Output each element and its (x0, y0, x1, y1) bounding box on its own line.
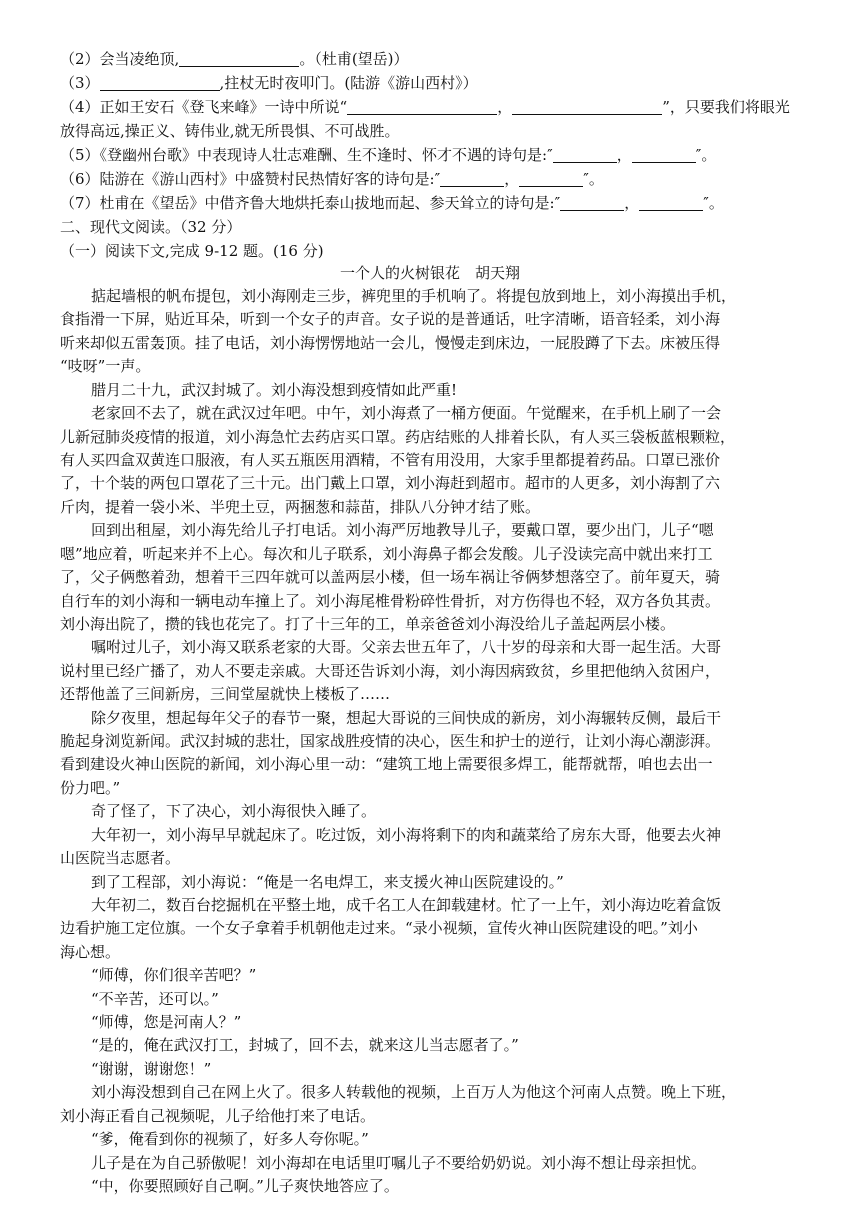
question-5-tail: ″。 (695, 146, 717, 164)
question-2 (60, 49, 409, 70)
question-6 (60, 169, 604, 190)
article-line: “中，你要照顾好自己啊。”儿子爽快地答应了。 (91, 1177, 399, 1195)
article-line: 奇了怪了，下了决心，刘小海很快入睡了。 (91, 802, 377, 821)
article-line: 说村里已经广播了，劝人不要走亲戚。大哥还告诉刘小海，刘小海因病致贫，乡里把他纳入贫困户， (60, 661, 721, 680)
article-line: “爹，俺看到你的视频了，好多人夸你呢。” (91, 1130, 369, 1149)
question-6-comma: ， (504, 170, 520, 188)
article-line: 刘小海出院了，攒的钱也花完了。打了十三年的工，单亲爸爸刘小海没给儿子盖起两层小楼。 (60, 614, 676, 633)
answer-blank[interactable] (347, 99, 497, 115)
question-6-tail: ″。 (583, 170, 604, 188)
article-line: 掂起墙根的帆布提包，刘小海刚走三步，裤兜里的手机响了。将提包放到地上，刘小海摸出手机， (91, 287, 737, 305)
article-line: 看到建设火神山医院的新闻，刘小海心里一动：“建筑工地上需要很多焊工，能帮就帮，咱也去出一 (60, 755, 713, 774)
article-line: 嘱咐过儿子，刘小海又联系老家的大哥。父亲去世五年了，八十岁的母亲和大哥一起生活。大哥 (91, 638, 722, 657)
answer-blank[interactable] (553, 147, 617, 163)
article-line: “不辛苦，还可以。” (91, 989, 219, 1008)
article-line: 份力吧。” (60, 778, 121, 797)
question-3 (60, 73, 478, 94)
question-6-text: （6）陆游在《游山西村》中盛赞村民热情好客的诗句是:″ (60, 170, 441, 188)
article-line: 刘小海没想到自己在网上火了。很多人转载他的视频，上百万人为他这个河南人点赞。晚上下班， (91, 1083, 737, 1102)
article-line: 海心想。 (60, 942, 121, 961)
question-4 (60, 97, 790, 118)
article-line: 嗯”地应着，听起来并不上心。每次和儿子联系，刘小海鼻子都会发酸。儿子没读完高中就出来打工 (60, 544, 713, 563)
section-heading: 二、现代文阅读。（32 分） (60, 218, 242, 236)
article-line: 边看护施工定位旗。一个女子拿着手机朝他走过来。“录小视频，宣传火神山医院建设的吧。”刘小 (60, 919, 698, 938)
article-line: 刘小海正看自己视频呢，儿子给他打来了电话。 (60, 1106, 376, 1125)
article-line: 大年初二，数百台挖掘机在平整土地，成千名工人在卸载建材。忙了一上午，刘小海边吃着盒饭 (91, 895, 722, 914)
article-line: 腊月二十九，武汉封城了。刘小海没想到疫情如此严重! (91, 380, 458, 399)
question-7 (60, 193, 724, 214)
answer-blank[interactable] (440, 171, 504, 187)
article-line: 脆起身浏览新闻。武汉封城的悲壮，国家战胜疫情的决心，医生和护士的逆行，让刘小海心潮澎湃。 (60, 732, 721, 750)
article-line: 儿新冠肺炎疫情的报道，刘小海急忙去药店买口罩。药店结账的人排着长队，有人买三袋板蓝根颗粒， (60, 427, 736, 446)
answer-blank[interactable] (632, 147, 696, 163)
subsection-heading: （一）阅读下文,完成 9-12 题。(16 分) (60, 242, 324, 260)
question-7-tail: ″。 (703, 194, 724, 212)
answer-blank[interactable] (560, 195, 624, 211)
article-line: 大年初一，刘小海早早就起床了。吃过饭，刘小海将剩下的肉和蔬菜给了房东大哥，他要去火神 (91, 825, 722, 844)
article-line: 自行车的刘小海和一辆电动车撞上了。刘小海尾椎骨粉碎性骨折，对方伤得也不轻，双方各负其责。 (60, 591, 721, 610)
question-5-comma: ， (616, 146, 632, 164)
question-2-text: （2）会当凌绝顶, (60, 50, 180, 68)
article-line: 儿子是在为自己骄傲呢！刘小海却在电话里叮嘱儿子不要给奶奶说。刘小海不想让母亲担忧。 (91, 1153, 707, 1172)
question-7-text: （7）杜甫在《望岳》中借齐鲁大地烘托泰山拔地而起、参天耸立的诗句是:″ (60, 194, 561, 212)
question-7-comma: ， (624, 194, 640, 212)
article-line: 了，父子俩憋着劲，想着干三四年就可以盖两层小楼，但一场车祸让爷俩梦想落空了。前年夏天，骑 (60, 568, 721, 586)
question-4-text: （4）正如王安石《登飞来峰》一诗中所说“ (60, 98, 348, 116)
answer-blank[interactable] (639, 195, 703, 211)
question-3-source: ,拄杖无时夜叩门。(陆游《游山西村》） (219, 74, 478, 92)
answer-blank[interactable] (519, 171, 583, 187)
article-line: 到了工程部，刘小海说：“俺是一名电焊工，来支援火神山医院建设的。” (91, 872, 564, 891)
article-line: 了，十个装的两包口罩花了三十元。出门戴上口罩，刘小海赶到超市。超市的人更多，刘小海割了六 (60, 474, 721, 493)
question-5-text: （5）《登幽州台歌》中表现诗人壮志难酬、生不逢时、怀才不遇的诗句是:″ (60, 146, 553, 164)
question-4-continued: 放得高远,操正义、铸伟业,就无所畏惧、不可战胜。 (60, 122, 400, 140)
article-line: 听来却似五雷轰顶。挂了电话，刘小海愣愣地站一会儿，慢慢走到床边，一屁股蹲了下去。床被压得 (60, 333, 721, 352)
question-5 (60, 145, 716, 166)
question-4-tail: ”，只要我们将眼光 (662, 98, 790, 116)
article-line: 老家回不去了，就在武汉过年吧。中午，刘小海煮了一桶方便面。午觉醒来，在手机上刷了一会 (91, 404, 722, 423)
article-line: “师傅，你们很辛苦吧？” (91, 966, 257, 985)
article-line: 食指滑一下屏，贴近耳朵，听到一个女子的声音。女子说的是普通话，吐字清晰，语音轻柔，刘小海 (60, 310, 721, 329)
answer-blank[interactable] (100, 75, 220, 91)
article-line: 还帮他盖了三间新房，三间堂屋就快上楼板了…… (60, 685, 391, 704)
article-title: 一个人的火树银花 胡天翔 (339, 264, 520, 282)
article-line: “师傅，您是河南人？” (91, 1013, 242, 1031)
article-line: “吱呀”一声。 (60, 357, 151, 376)
answer-blank[interactable] (179, 51, 299, 67)
article-line: 回到出租屋，刘小海先给儿子打电话。刘小海严厉地教导儿子，要戴口罩，要少出门，儿子“嗯 (91, 521, 714, 540)
article-line: “是的，俺在武汉打工，封城了，回不去，就来这儿当志愿者了。” (91, 1036, 519, 1055)
article-line: 山医院当志愿者。 (60, 849, 181, 868)
answer-blank[interactable] (512, 99, 662, 115)
question-2-source: 。（杜甫(望岳)） (299, 50, 409, 68)
article-line: 有人买四盒双黄连口服液，有人买五瓶医用酒精，不管有用没用，大家手里都提着药品。口罩已涨价 (60, 450, 721, 469)
question-3-text: （3） (60, 74, 100, 92)
article-line: “谢谢，谢谢您！” (91, 1059, 212, 1078)
question-4-comma: ， (497, 98, 513, 116)
article-line: 除夕夜里，想起每年父子的春节一聚，想起大哥说的三间快成的新房，刘小海辗转反侧，最后干 (91, 708, 722, 727)
article-line: 斤肉，提着一袋小米、半兜土豆，两捆葱和蒜苗，排队八分钟才结了账。 (60, 497, 541, 516)
